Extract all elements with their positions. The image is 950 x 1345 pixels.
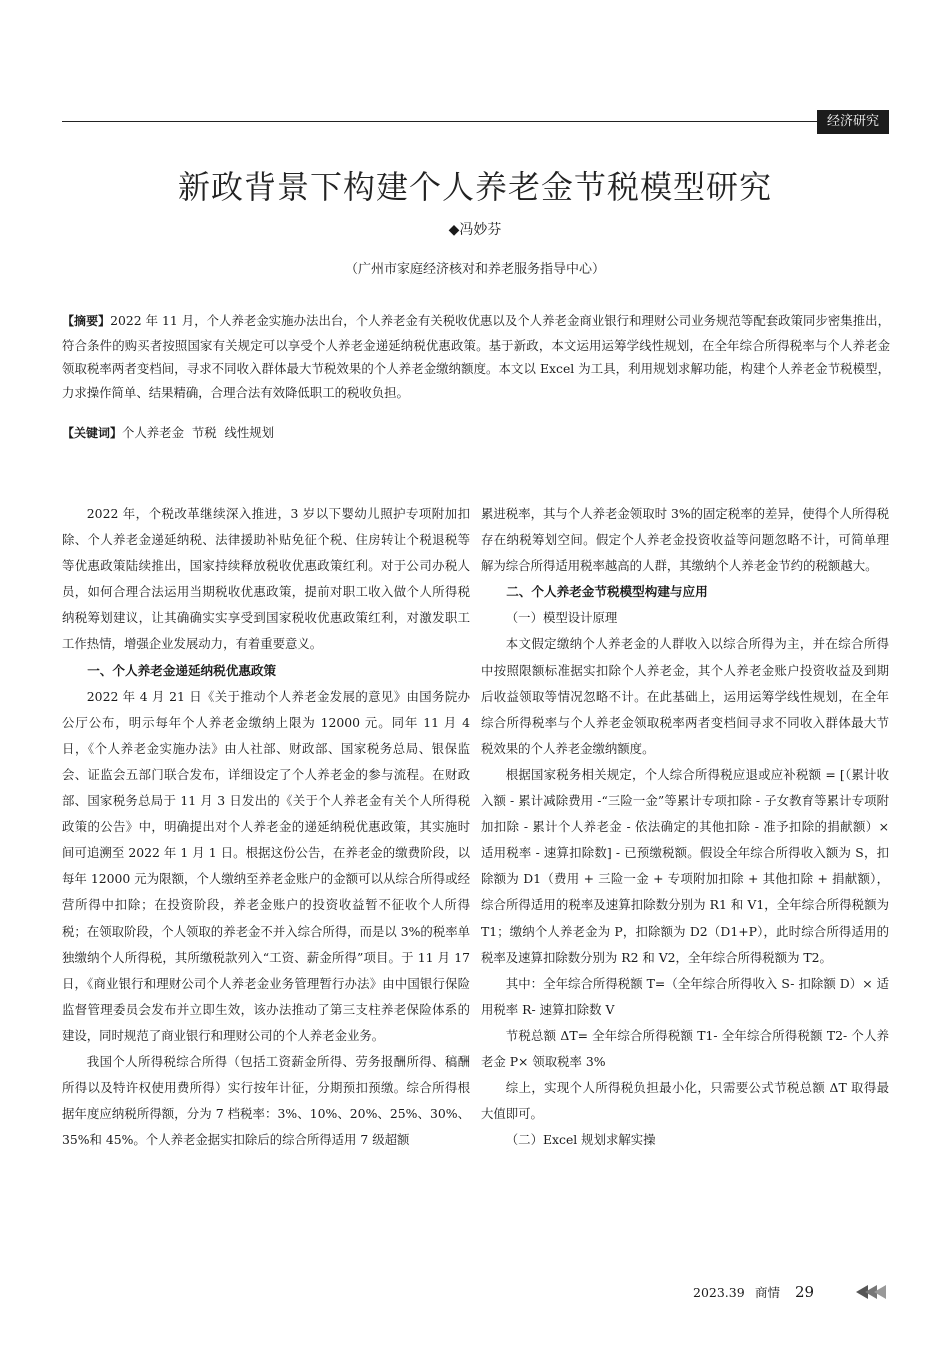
keywords-text: 个人养老金 节税 线性规划 [122,425,275,440]
paragraph: 根据国家税务相关规定，个人综合所得税应退或应补税额 = [（累计收入额 - 累计减除费用 -“三险一金”等累计专项扣除 - 子女教育等累计专项附加扣除 - 累计个人养老金 - 依法确定的其他扣除 - 准予扣除的捐献额）× 适用税率 - 速算扣除数] - 已预缴税额。假设全年综合所得收入额为 S，扣除额为 D1（费用 + 三险一金 + 专项附加扣除 + 其他扣除 + 捐献额），综合所得适用的税率及速算扣除数分别为 R1 和 V1，全年综合所得税额为 T1；缴纳个人养老金为 P，扣除额为 D2（D1+P），此时综合所得适用的税率及速算扣除数分别为 R2 和 V2，全年综合所得税额为 T2。 [481,766,889,965]
body-left-column [62,501,470,1153]
body-right-column [481,501,889,1153]
article-affiliation: （广州市家庭经济核对和养老服务指导中心） [344,262,605,277]
triple-left-arrow-icon [856,1284,890,1300]
section-heading-2: 二、个人养老金节税模型构建与应用 [506,584,708,600]
abstract [62,309,890,404]
section-tag: 经济研究 [817,110,889,134]
paragraph: 综上，实现个人所得税负担最小化，只需要公式节税总额 ΔT 取得最大值即可。 [481,1080,889,1122]
footer-issue: 2023.39 [693,1285,745,1300]
page-footer [693,1283,823,1301]
article-author: ◆冯妙芬 [448,222,502,238]
page-number: 29 [795,1283,815,1301]
section-heading-1: 一、个人养老金递延纳税优惠政策 [87,662,277,678]
paragraph: 本文假定缴纳个人养老金的人群收入以综合所得为主，并在综合所得中按照限额标准据实扣除个人养老金，其个人养老金账户投资收益及到期后收益领取等情况忽略不计。在此基础上，运用运筹学线性规划，在全年综合所得税率与个人养老金领取税率两者变档间寻求不同收入群体最大节税效果的个人养老金缴纳额度。 [481,636,889,756]
keywords [62,421,890,445]
subsection-heading-1: （一）模型设计原理 [505,610,618,626]
subsection-heading-2: （二）Excel 规划求解实操 [505,1132,656,1148]
paragraph: 累进税率，其与个人养老金领取时 3%的固定税率的差异，使得个人所得税存在纳税筹划空间。假定个人养老金投资收益等问题忽略不计，可简单理解为综合所得适用税率越高的人群，其缴纳个人养老金节约的税额越大。 [481,506,889,574]
header-rule [62,121,888,122]
abstract-text: 2022 年 11 月，个人养老金实施办法出台，个人养老金有关税收优惠以及个人养老金商业银行和理财公司业务规范等配套政策同步密集推出，符合条件的购买者按照国家有关规定可以享受个人养老金递延纳税优惠政策。基于新政，本文运用运筹学线性规划，在全年综合所得税率与个人养老金领取税率两者变档间，寻求不同收入群体最大节税效果的个人养老金缴纳额度。本文以 Excel 为工具，利用规划求解功能，构建个人养老金节税模型，力求操作简单、结果精确，合理合法有效降低职工的税收负担。 [62,313,890,400]
footer-journal: 商情 [755,1285,781,1300]
paragraph: 其中：全年综合所得税额 T=（全年综合所得收入 S- 扣除额 D）× 适用税率 R- 速算扣除数 V [481,975,889,1017]
paragraph: 我国个人所得税综合所得（包括工资薪金所得、劳务报酬所得、稿酬所得以及特许权使用费所得）实行按年计征，分期预扣预缴。综合所得根据年度应纳税所得额，分为 7 档税率：3%、10%、20%、25%、30%、35%和 45%。个人养老金据实扣除后的综合所得适用 7 级超额 [62,1053,470,1148]
paragraph: 2022 年 4 月 21 日《关于推动个人养老金发展的意见》由国务院办公厅公布，明示每年个人养老金缴纳上限为 12000 元。同年 11 月 4 日，《个人养老金实施办法》由人社部、财政部、国家税务总局、银保监会、证监会五部门联合发布，详细设定了个人养老金的参与流程。在财政部、国家税务总局于 11 月 3 日发出的《关于个人养老金有关个人所得税政策的公告》中，明确提出对个人养老金的递延纳税优惠政策，其实施时间可追溯至 2022 年 1 月 1 日。根据这份公告，在养老金的缴费阶段，以每年 12000 元为限额，个人缴纳至养老金账户的金额可以从综合所得或经营所得中扣除；在投资阶段，养老金账户的投资收益暂不征收个人所得税；在领取阶段，个人领取的养老金不并入综合所得，而是以 3%的税率单独缴纳个人所得税，其所缴税款列入“工资、薪金所得”项目。于 11 月 17 日，《商业银行和理财公司个人养老金业务管理暂行办法》由中国银行保险监督管理委员会发布并立即生效，该办法推动了第三支柱养老保险体系的建设，同时规范了商业银行和理财公司的个人养老金业务。 [62,688,470,1043]
paragraph: 2022 年，个税改革继续深入推进，3 岁以下婴幼儿照护专项附加扣除、个人养老金递延纳税、法律援助补贴免征个税、住房转让个税退税等等优惠政策陆续推出，国家持续释放税收优惠政策红利。对于公司办税人员，如何合理合法运用当期税收优惠政策，提前对职工收入做个人所得税纳税筹划建议，让其确确实实享受到国家税收优惠政策红利，对激发职工工作热情，增强企业发展动力，有着重要意义。 [62,506,470,652]
article-title: 新政背景下构建个人养老金节税模型研究 [177,168,772,206]
abstract-label: 【摘要】 [62,314,111,328]
keywords-label: 【关键词】 [62,426,123,440]
paragraph: 节税总额 ΔT= 全年综合所得税额 T1- 全年综合所得税额 T2- 个人养老金 P× 领取税率 3% [481,1027,889,1069]
